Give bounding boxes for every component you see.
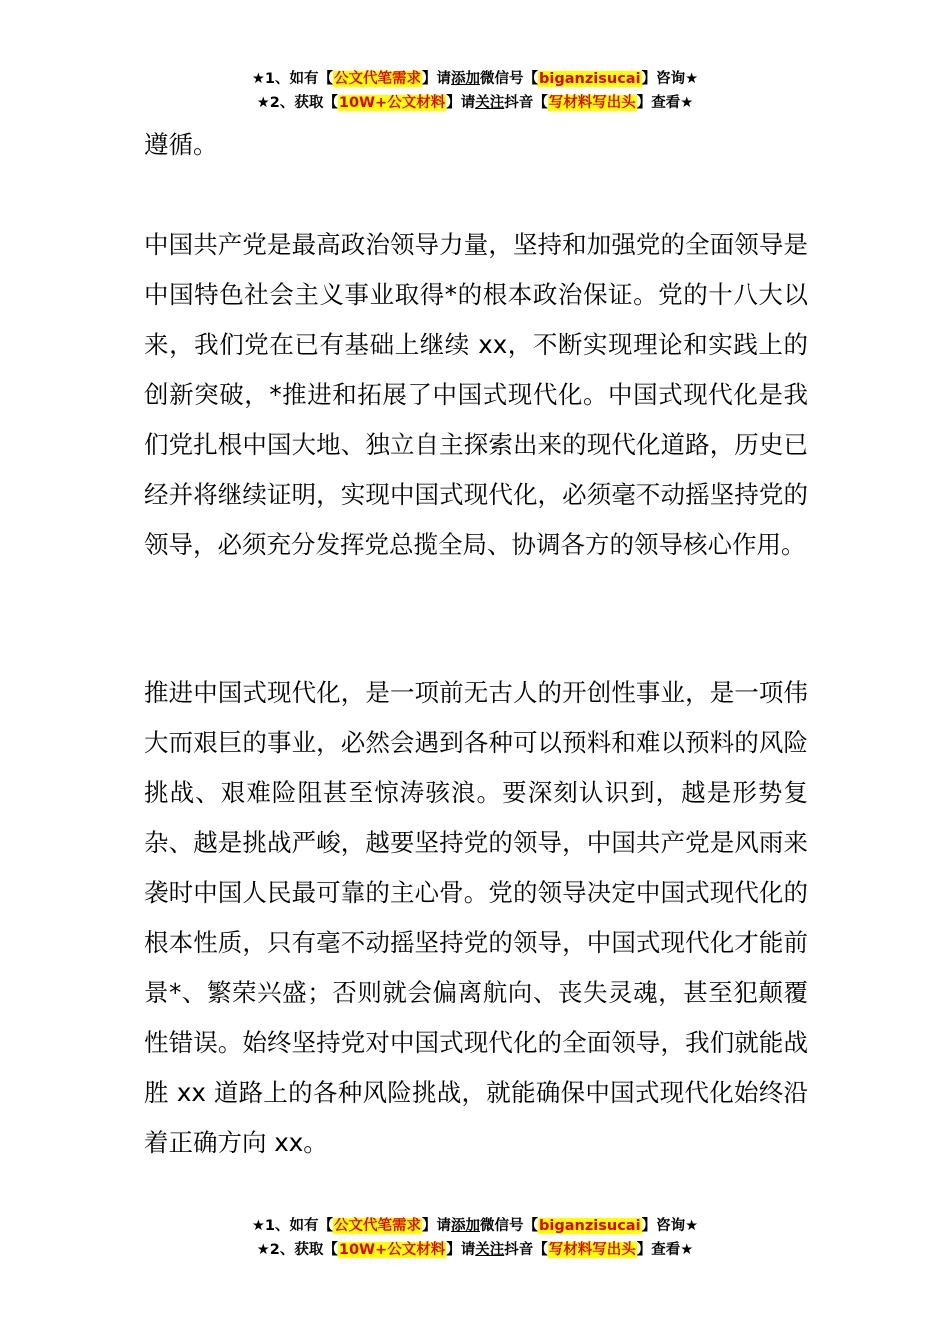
header-banner-line-2: ★2、获取【10W+公文材料】请关注抖音【写材料写出头】查看★ — [256, 95, 694, 111]
footer-banner — [0, 1214, 950, 1262]
paragraph-continuation: 遵循。 — [144, 130, 218, 159]
highlight-materials: 10W+公文材料 — [338, 95, 446, 111]
paragraph-modernization-challenges: 推进中国式现代化，是一项前无古人的开创性事业，是一项伟大而艰巨的事业，必然会遇到各种可以预料和难以预料的风险挑战、艰难险阻甚至惊涛骇浪。要深刻认识到，越是形势复杂、越是挑战严峻，越要坚持党的领导，中国共产党是风雨来袭时中国人民最可靠的主心骨。党的领导决定中国式现代化的根本性质，只有毫不动摇坚持党的领导，中国式现代化才能前景*、繁荣兴盛；否则就会偏离航向、丧失灵魂，甚至犯颠覆性错误。始终坚持党对中国式现代化的全面领导，我们就能战胜 xx 道路上的各种风险挑战，就能确保中国式现代化始终沿着正确方向 xx。 — [144, 678, 808, 1157]
highlight-wechat-id: biganzisucai — [539, 1218, 641, 1234]
header-banner — [0, 67, 950, 115]
paragraph-party-leadership: 中国共产党是最高政治领导力量，坚持和加强党的全面领导是中国特色社会主义事业取得*的根本政治保证。党的十八大以来，我们党在已有基础上继续 xx，不断实现理论和实践上的创新突破，*推进和拓展了中国式现代化。中国式现代化是我们党扎根中国大地、独立自主探索出来的现代化道路，历史已经并将继续证明，实现中国式现代化，必须毫不动摇坚持党的领导，必须充分发挥党总揽全局、协调各方的领导核心作用。 — [144, 230, 808, 559]
highlight-service: 公文代笔需求 — [334, 1218, 422, 1234]
footer-banner-line-1: ★1、如有【公文代笔需求】请添加微信号【biganzisucai】咨询★ — [251, 1218, 699, 1234]
footer-banner-line-2: ★2、获取【10W+公文材料】请关注抖音【写材料写出头】查看★ — [256, 1242, 694, 1258]
header-banner-line-1: ★1、如有【公文代笔需求】请添加微信号【biganzisucai】咨询★ — [251, 71, 699, 87]
highlight-douyin-account: 写材料写出头 — [548, 95, 636, 111]
highlight-service: 公文代笔需求 — [334, 71, 422, 87]
highlight-wechat-id: biganzisucai — [539, 71, 641, 87]
highlight-materials: 10W+公文材料 — [338, 1242, 446, 1258]
highlight-douyin-account: 写材料写出头 — [548, 1242, 636, 1258]
